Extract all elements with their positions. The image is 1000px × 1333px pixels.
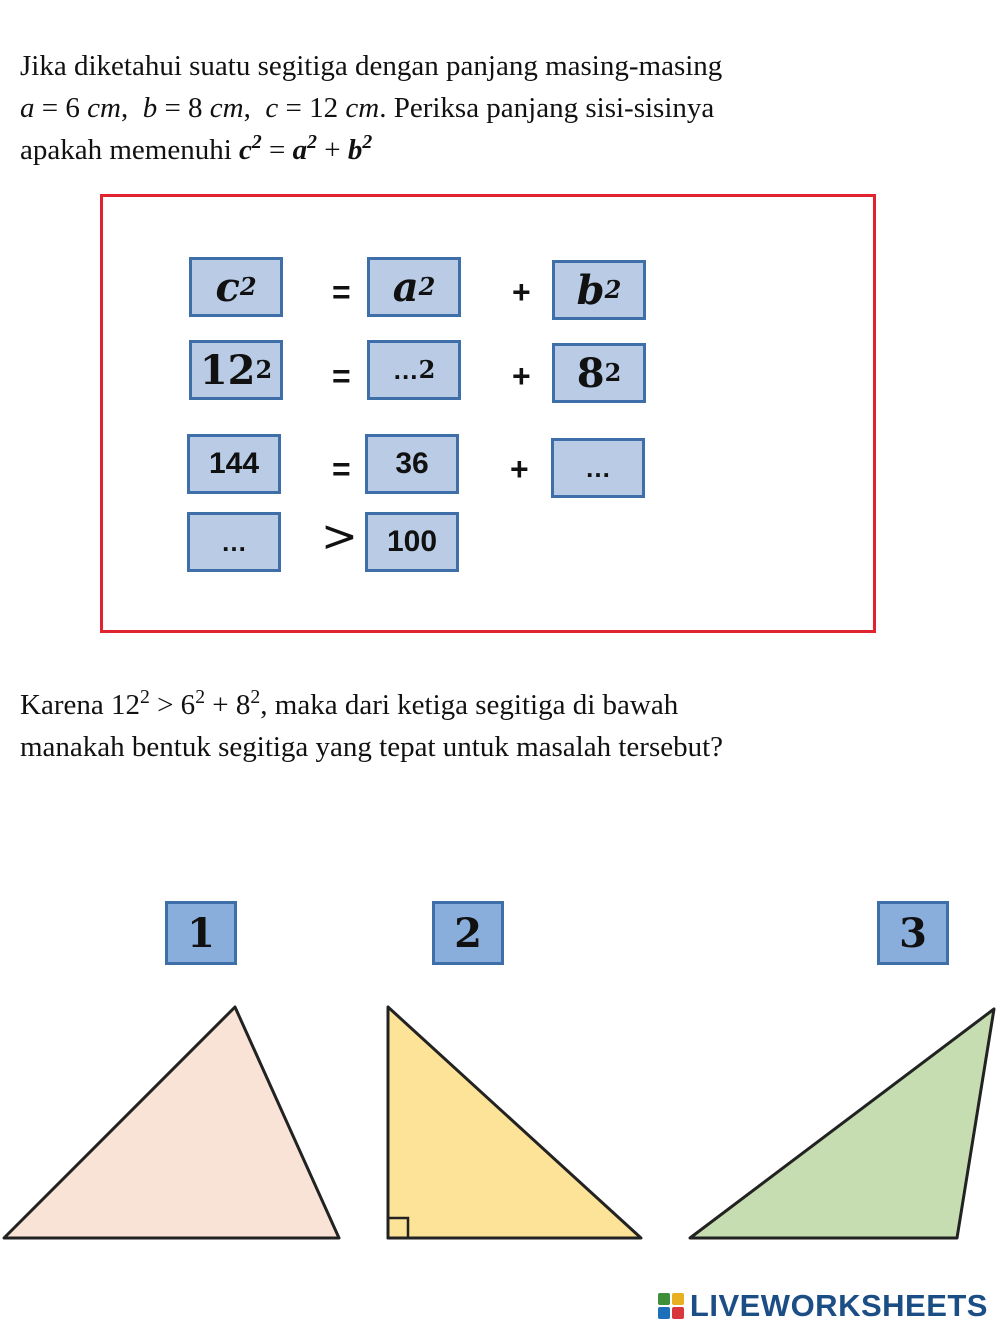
- question-text: [20, 684, 980, 768]
- formula-c: $c^2$: [239, 131, 262, 166]
- problem-line-1: Jika diketahui suatu segitiga dengan panjang masing-masing: [20, 50, 723, 82]
- box-8-squared: 8 2: [552, 343, 646, 403]
- liveworksheets-logo-icon: [658, 1293, 684, 1319]
- answer-box-sum[interactable]: …: [187, 512, 281, 572]
- box-36: 36: [365, 434, 459, 494]
- answer-box-a-squared[interactable]: … 2: [367, 340, 461, 400]
- option-1-button[interactable]: 1: [165, 901, 237, 965]
- greater-than-sign: >: [321, 511, 358, 562]
- option-3-button[interactable]: 3: [877, 901, 949, 965]
- formula-b: $b^2$: [347, 131, 373, 166]
- triangle-options: [0, 990, 1000, 1250]
- problem-line-3: apakah memenuhi $c^2 = a^2 + b^2$: [20, 131, 373, 166]
- box-12-squared: 12 2: [189, 340, 283, 400]
- plus-sign-row2: +: [512, 358, 531, 394]
- question-line-1: Karena $12^2 > 6^2 + 8^2$, maka dari ketiga segitiga di bawah: [20, 686, 679, 721]
- box-a-squared: a 2: [367, 257, 461, 317]
- triangle-3-obtuse[interactable]: [690, 1009, 994, 1238]
- plus-sign-row3: +: [510, 451, 529, 487]
- plus-sign-row1: +: [512, 274, 531, 310]
- liveworksheets-brand: [658, 1289, 988, 1323]
- equals-sign-row1: =: [332, 274, 351, 310]
- box-b-squared: b 2: [552, 260, 646, 320]
- equals-sign-row2: =: [332, 358, 351, 394]
- problem-statement: [20, 45, 980, 171]
- formula-a: $a^2$: [292, 131, 317, 166]
- equals-sign-row3: =: [332, 451, 351, 487]
- option-2-button[interactable]: 2: [432, 901, 504, 965]
- box-144: 144: [187, 434, 281, 494]
- triangle-2-right[interactable]: [388, 1007, 641, 1238]
- brand-text: LIVEWORKSHEETS: [689, 1288, 988, 1323]
- box-c-squared: c 2: [189, 257, 283, 317]
- problem-line-2: a = 6 cm, b = 8 cm, c = 12 cm. Periksa panjang sisi-sisinya: [20, 92, 715, 124]
- answer-box-b-squared-value[interactable]: …: [551, 438, 645, 498]
- triangle-1-acute[interactable]: [4, 1007, 339, 1238]
- question-line-2: manakah bentuk segitiga yang tepat untuk masalah tersebut?: [20, 731, 724, 763]
- box-100: 100: [365, 512, 459, 572]
